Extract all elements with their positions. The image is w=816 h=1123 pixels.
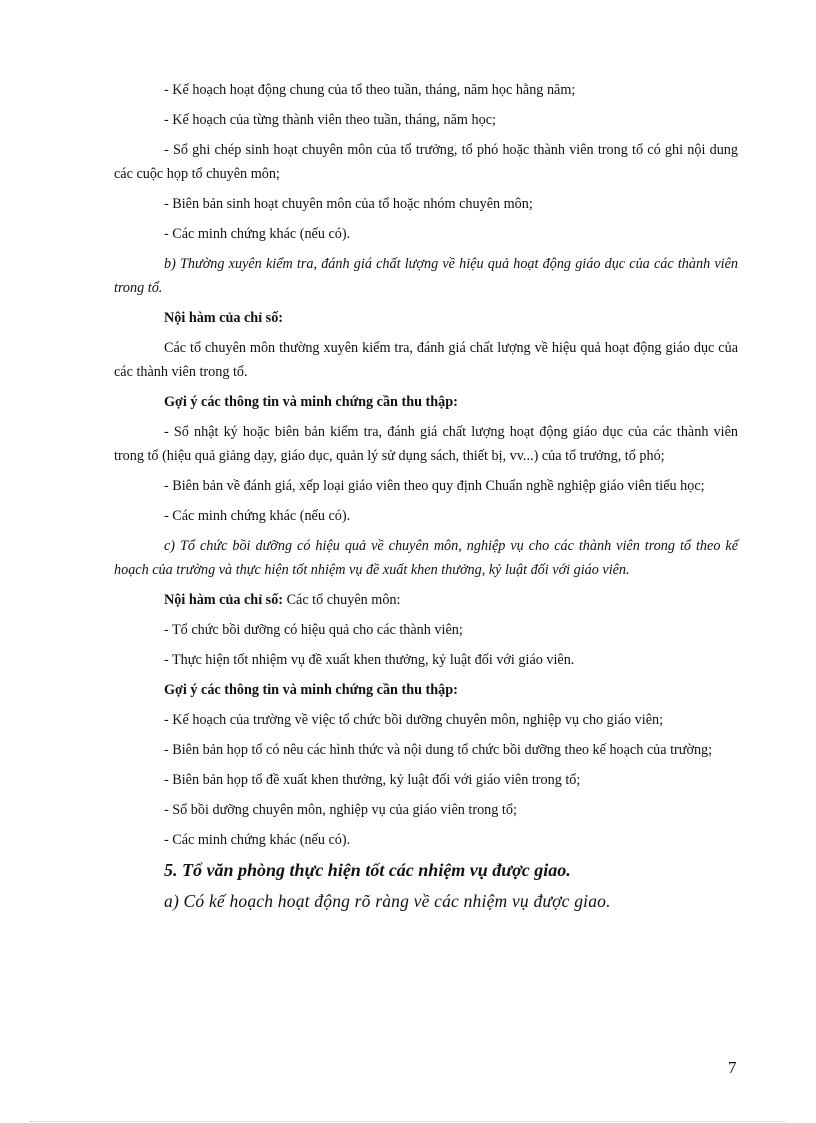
- bullet-reward-minutes: - Biên bản họp tổ đề xuất khen thưởng, kỷ luật đối với giáo viên trong tổ;: [164, 772, 581, 788]
- bullet-inspection-log: - Sổ nhật ký hoặc biên bản kiểm tra, đánh giá chất lượng hoạt động giáo dục của các thành viên trong tổ (hiệu quả giảng dạy, giáo dục, quản lý sử dụng sách, thiết bị, vv...) của tổ trưởng, tổ phó;: [114, 424, 738, 464]
- indicator-meaning-label: Nội hàm của chỉ số:: [164, 310, 284, 326]
- indicator-meaning-text: Các tổ chuyên môn thường xuyên kiểm tra, đánh giá chất lượng về hiệu quả hoạt động giáo dục của các thành viên trong tổ.: [114, 340, 738, 380]
- bullet-reward-discipline: - Thực hiện tốt nhiệm vụ đề xuất khen thưởng, kỷ luật đối với giáo viên.: [164, 652, 575, 668]
- indicator-meaning-text: Các tổ chuyên môn:: [283, 592, 401, 608]
- indicator-meaning-label: Nội hàm của chỉ số:: [164, 592, 284, 608]
- bullet-other-evidence: - Các minh chứng khác (nếu có).: [164, 832, 351, 848]
- bullet-training-minutes: - Biên bản họp tổ có nêu các hình thức và nội dung tổ chức bồi dưỡng theo kế hoạch của trường;: [164, 742, 713, 758]
- bullet-meeting-notes: - Sổ ghi chép sinh hoạt chuyên môn của tổ trưởng, tổ phó hoặc thành viên trong tổ có ghi nội dung các cuộc họp tổ chuyên môn;: [114, 142, 738, 182]
- bullet-plan-general: - Kế hoạch hoạt động chung của tổ theo tuần, tháng, năm học hằng năm;: [164, 82, 576, 98]
- criterion-b-heading: b) Thường xuyên kiểm tra, đánh giá chất lượng về hiệu quả hoạt động giáo dục của các thành viên trong tổ.: [114, 256, 738, 296]
- bullet-meeting-minutes: - Biên bản sinh hoạt chuyên môn của tổ hoặc nhóm chuyên môn;: [164, 196, 533, 212]
- bullet-other-evidence: - Các minh chứng khác (nếu có).: [164, 226, 351, 242]
- evidence-hint-label: Gợi ý các thông tin và minh chứng cần thu thập:: [164, 682, 458, 698]
- bullet-teacher-evaluation: - Biên bản về đánh giá, xếp loại giáo viên theo quy định Chuẩn nghề nghiệp giáo viên tiểu học;: [164, 478, 705, 494]
- bullet-school-training-plan: - Kế hoạch của trường về việc tổ chức bồi dưỡng chuyên môn, nghiệp vụ cho giáo viên;: [164, 712, 664, 728]
- bullet-training: - Tổ chức bồi dưỡng có hiệu quả cho các thành viên;: [164, 622, 463, 638]
- page-bottom-divider: [30, 1121, 786, 1122]
- indicator-meaning-line: [114, 588, 738, 612]
- page-number: 7: [728, 1058, 737, 1077]
- section-5-heading: 5. Tổ văn phòng thực hiện tốt các nhiệm vụ được giao.: [164, 860, 571, 880]
- evidence-hint-label: Gợi ý các thông tin và minh chứng cần thu thập:: [164, 394, 458, 410]
- criterion-c-heading: c) Tổ chức bồi dưỡng có hiệu quả về chuyên môn, nghiệp vụ cho các thành viên trong tổ theo kế hoạch của trường và thực hiện tốt nhiệm vụ đề xuất khen thưởng, kỷ luật đối với giáo viên.: [114, 538, 738, 578]
- bullet-other-evidence: - Các minh chứng khác (nếu có).: [164, 508, 351, 524]
- bullet-plan-member: - Kế hoạch của từng thành viên theo tuần, tháng, năm học;: [164, 112, 496, 128]
- document-body: [114, 78, 738, 914]
- bullet-training-book: - Sổ bồi dưỡng chuyên môn, nghiệp vụ của giáo viên trong tổ;: [164, 802, 517, 818]
- section-5a-heading: a) Có kế hoạch hoạt động rõ ràng về các nhiệm vụ được giao.: [164, 891, 611, 911]
